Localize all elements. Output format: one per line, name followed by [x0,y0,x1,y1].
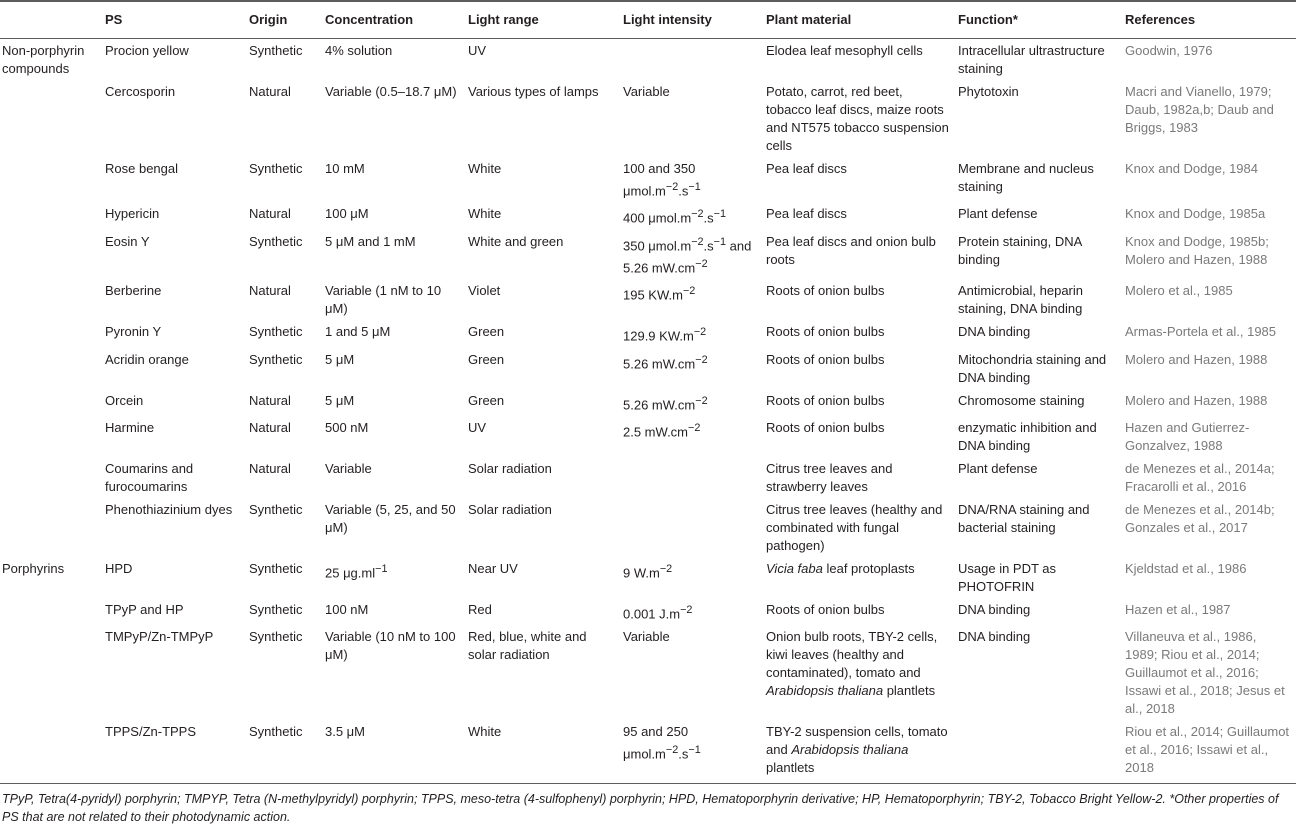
cell-references: Macri and Vianello, 1979; Daub, 1982a,b; Daub and Briggs, 1983 [1125,84,1274,135]
cell-references: Villaneuva et al., 1986, 1989; Riou et al., 2014; Guillaumot et al., 2016; Issawi et al., 2018; Jesus et al., 2018 [1125,629,1285,717]
cell-ps: Phenothiazinium dyes [105,501,233,517]
cell-references: Goodwin, 1976 [1125,43,1213,58]
cell-light-intensity: 2.5 $mW.cm^{-2}$ [623,421,701,440]
cell-ps: Orcein [105,392,144,408]
cell-group [0,598,101,625]
cell-group [0,389,101,416]
cell-group: Non-porphyrin compounds [2,43,85,76]
cell-light-intensity: Variable [623,84,670,99]
cell-function: Protein staining, DNA binding [958,233,1082,267]
cell-origin: Synthetic [249,351,303,367]
cell-group [0,279,101,320]
col-header-ps: PS [101,1,245,39]
cell-concentration: 5 μM [325,351,355,367]
cell-light-intensity: 100 and 350 $\mu mol.m^{-2}.s^{-1}$ [623,161,701,199]
col-header-concentration: Concentration [321,1,464,39]
table-row [0,80,1296,157]
cell-concentration: Variable [325,460,372,476]
cell-references: Molero et al., 1985 [1125,283,1233,299]
cell-function [954,720,1121,784]
col-header-plant-material: Plant material [762,1,954,39]
cell-light-intensity: 5.26 $mW.cm^{-2}$ [623,353,708,371]
table-footnote: TPyP, Tetra(4-pyridyl) porphyrin; TMPYP, Tetra (N-methylpyridyl) porphyrin; TPPS, meso-tetra (4-sulfophenyl) porphyrin; HPD, Hematoporphyrin derivative; HP, Hematoporphyrin; TBY-2, Tobacco Bright Yellow-2. *Other properties of PS that are not related to their photodynamic action. [2,792,1279,824]
col-header-group [0,1,101,39]
cell-origin: Natural [249,283,291,299]
cell-light-range: Near UV [468,560,518,576]
cell-light-range: UV [468,43,487,58]
cell-function: Plant defense [958,460,1038,476]
cell-plant-material: Roots of onion bulbs [766,601,885,617]
cell-light-intensity: 9 $W.m^{-2}$ [623,562,673,581]
cell-plant-material: Citrus tree leaves and strawberry leaves [766,460,893,494]
table-row [0,230,1296,280]
table-row [0,557,1296,598]
cell-origin: Natural [249,460,291,476]
cell-concentration: 500 nM [325,419,369,435]
cell-light-range: Red, blue, white and solar radiation [468,629,587,663]
cell-references: Armas-Portela et al., 1985 [1125,324,1277,340]
cell-group [0,625,101,720]
table-row [0,389,1296,416]
cell-light-intensity: 0.001 $J.m^{-2}$ [623,603,693,622]
cell-ps: HPD [105,560,133,576]
table-row [0,320,1296,347]
cell-function: Plant defense [958,206,1038,222]
cell-function: Chromosome staining [958,392,1085,408]
cell-references: Hazen and Gutierrez-Gonzalvez, 1988 [1125,419,1250,453]
cell-references: de Menezes et al., 2014b; Gonzales et al., 2017 [1125,501,1275,535]
table-row [0,202,1296,229]
cell-references: Kjeldstad et al., 1986 [1125,560,1247,576]
cell-light-range: White [464,720,619,784]
cell-plant-material: Vicia faba leaf protoplasts [766,560,915,576]
cell-function: Intracellular ultrastructure staining [958,43,1105,76]
table-row [0,598,1296,625]
cell-origin: Natural [249,84,291,99]
cell-function: enzymatic inhibition and DNA binding [958,419,1097,453]
cell-references: Molero and Hazen, 1988 [1125,351,1268,367]
cell-ps: Harmine [105,419,155,435]
cell-plant-material: Citrus tree leaves (healthy and combinated with fungal pathogen) [766,501,943,553]
cell-function: DNA binding [958,601,1031,617]
cell-concentration: Variable (0.5–18.7 μM) [325,84,457,99]
cell-origin: Synthetic [249,161,303,176]
cell-concentration: Variable (1 nM to 10 μM) [325,283,442,317]
cell-origin: Synthetic [249,233,303,249]
cell-plant-material: Roots of onion bulbs [766,351,885,367]
cell-references: Knox and Dodge, 1985b; Molero and Hazen, 1988 [1125,233,1269,267]
cell-group: Porphyrins [2,560,65,576]
cell-plant-material: Pea leaf discs [766,161,847,176]
cell-light-intensity [619,457,762,498]
cell-origin: Synthetic [249,560,303,576]
cell-references: Hazen et al., 1987 [1125,601,1231,617]
cell-group [0,230,101,280]
cell-references: Molero and Hazen, 1988 [1125,392,1268,408]
cell-origin: Synthetic [249,324,303,340]
cell-concentration: 100 μM [325,206,369,222]
cell-light-range: Various types of lamps [468,84,599,99]
cell-ps: Cercosporin [105,84,176,99]
cell-concentration: 10 mM [325,161,365,176]
cell-ps: Pyronin Y [105,324,162,340]
cell-origin: Synthetic [249,43,303,58]
table-row [0,498,1296,557]
cell-origin: Synthetic [249,601,303,617]
cell-light-intensity [619,39,762,81]
cell-origin: Natural [249,392,291,408]
cell-light-range: White [468,206,502,222]
cell-ps: Procion yellow [105,43,189,58]
cell-plant-material: TBY-2 suspension cells, tomato and Arabidopsis thaliana plantlets [762,720,954,784]
cell-light-intensity: Variable [623,629,670,645]
table-row [0,625,1296,720]
cell-light-intensity: 5.26 $mW.cm^{-2}$ [623,394,708,412]
cell-concentration: Variable (10 nM to 100 μM) [325,629,456,663]
cell-light-intensity: 400 $\mu mol.m^{-2}.s^{-1}$ [623,208,727,226]
table-row [0,39,1296,81]
cell-origin: Synthetic [249,501,303,517]
cell-light-intensity: 129.9 $KW.m^{-2}$ [623,326,707,344]
cell-references: de Menezes et al., 2014a; Fracarolli et al., 2016 [1125,460,1275,494]
table-row [0,348,1296,389]
cell-origin: Synthetic [245,720,321,784]
cell-group [0,202,101,229]
cell-light-intensity: 95 and 250 $\mu mol.m^{-2}.s^{-1}$ [619,720,762,784]
cell-references: Knox and Dodge, 1984 [1125,161,1258,176]
cell-ps: Rose bengal [105,161,178,176]
col-header-light-range: Light range [464,1,619,39]
cell-concentration: 1 and 5 μM [325,324,391,340]
cell-plant-material: Elodea leaf mesophyll cells [766,43,923,58]
cell-group [0,320,101,347]
col-header-references: References [1121,1,1296,39]
cell-light-intensity: 350 $\mu mol.m^{-2}.s^{-1}$ and 5.26 $mW.cm^{-2}$ [623,235,752,276]
cell-plant-material: Roots of onion bulbs [766,419,885,435]
cell-light-range: Red [468,601,492,617]
cell-function: Membrane and nucleus staining [958,161,1094,194]
cell-group [0,498,101,557]
cell-references: Knox and Dodge, 1985a [1125,206,1266,222]
cell-concentration: 3.5 μM [321,720,464,784]
cell-light-intensity [619,498,762,557]
cell-ps: TMPyP/Zn-TMPyP [105,629,214,645]
cell-light-range: Green [468,324,505,340]
cell-plant-material: Roots of onion bulbs [766,392,885,408]
cell-concentration: 100 nM [325,601,369,617]
cell-plant-material: Roots of onion bulbs [766,324,885,340]
cell-concentration: Variable (5, 25, and 50 μM) [325,501,456,535]
table-row [0,457,1296,498]
cell-ps: Acridin orange [105,351,189,367]
cell-group [0,457,101,498]
cell-origin: Natural [249,206,291,222]
cell-origin: Synthetic [249,629,303,645]
cell-ps: TPPS/Zn-TPPS [101,720,245,784]
cell-plant-material: Onion bulb roots, TBY-2 cells, kiwi leaves (healthy and contaminated), tomato and Arabidopsis thaliana plantlets [766,629,938,699]
cell-function: DNA binding [958,324,1031,340]
cell-plant-material: Roots of onion bulbs [766,283,885,299]
cell-ps: Eosin Y [105,233,150,249]
cell-concentration: 5 μM and 1 mM [325,233,416,249]
cell-concentration: 4% solution [325,43,393,58]
cell-references: Riou et al., 2014; Guillaumot et al., 2016; Issawi et al., 2018 [1121,720,1296,784]
cell-group [0,80,101,157]
cell-ps: Hypericin [105,206,160,222]
cell-function: DNA/RNA staining and bacterial staining [958,501,1090,535]
cell-plant-material: Potato, carrot, red beet, tobacco leaf discs, maize roots and NT575 tobacco suspension cells [766,84,949,153]
cell-group [0,348,101,389]
cell-group [0,720,101,784]
cell-ps: Berberine [105,283,162,299]
cell-light-range: Solar radiation [468,501,552,517]
cell-concentration: 25 $\mu g.ml^{-1}$ [325,562,388,581]
cell-light-range: Green [468,392,505,408]
cell-light-range: White and green [468,233,564,249]
col-header-light-intensity: Light intensity [619,1,762,39]
cell-function: Usage in PDT as PHOTOFRIN [958,560,1057,594]
cell-origin: Natural [249,419,291,435]
cell-plant-material: Pea leaf discs [766,206,847,222]
cell-function: Mitochondria staining and DNA binding [958,351,1107,385]
col-header-function: Function* [954,1,1121,39]
table-header [0,1,1296,39]
cell-function: DNA binding [958,629,1031,645]
cell-plant-material: Pea leaf discs and onion bulb roots [766,233,936,267]
table-row [0,157,1296,202]
cell-light-range: Green [468,351,505,367]
cell-ps: TPyP and HP [105,601,184,617]
cell-ps: Coumarins and furocoumarins [105,460,194,494]
table-row [0,279,1296,320]
table-body [0,39,1296,784]
cell-light-range: Solar radiation [468,460,552,476]
table-row [0,720,1296,784]
col-header-origin: Origin [245,1,321,39]
cell-light-range: UV [468,419,487,435]
cell-group [0,157,101,202]
cell-light-range: White [468,161,502,176]
cell-function: Antimicrobial, heparin staining, DNA binding [958,283,1084,317]
cell-group [0,416,101,457]
cell-light-intensity: 195 $KW.m^{-2}$ [623,285,696,303]
table-row [0,416,1296,457]
cell-function: Phytotoxin [958,84,1019,99]
cell-concentration: 5 μM [325,392,355,408]
cell-light-range: Violet [468,283,501,299]
